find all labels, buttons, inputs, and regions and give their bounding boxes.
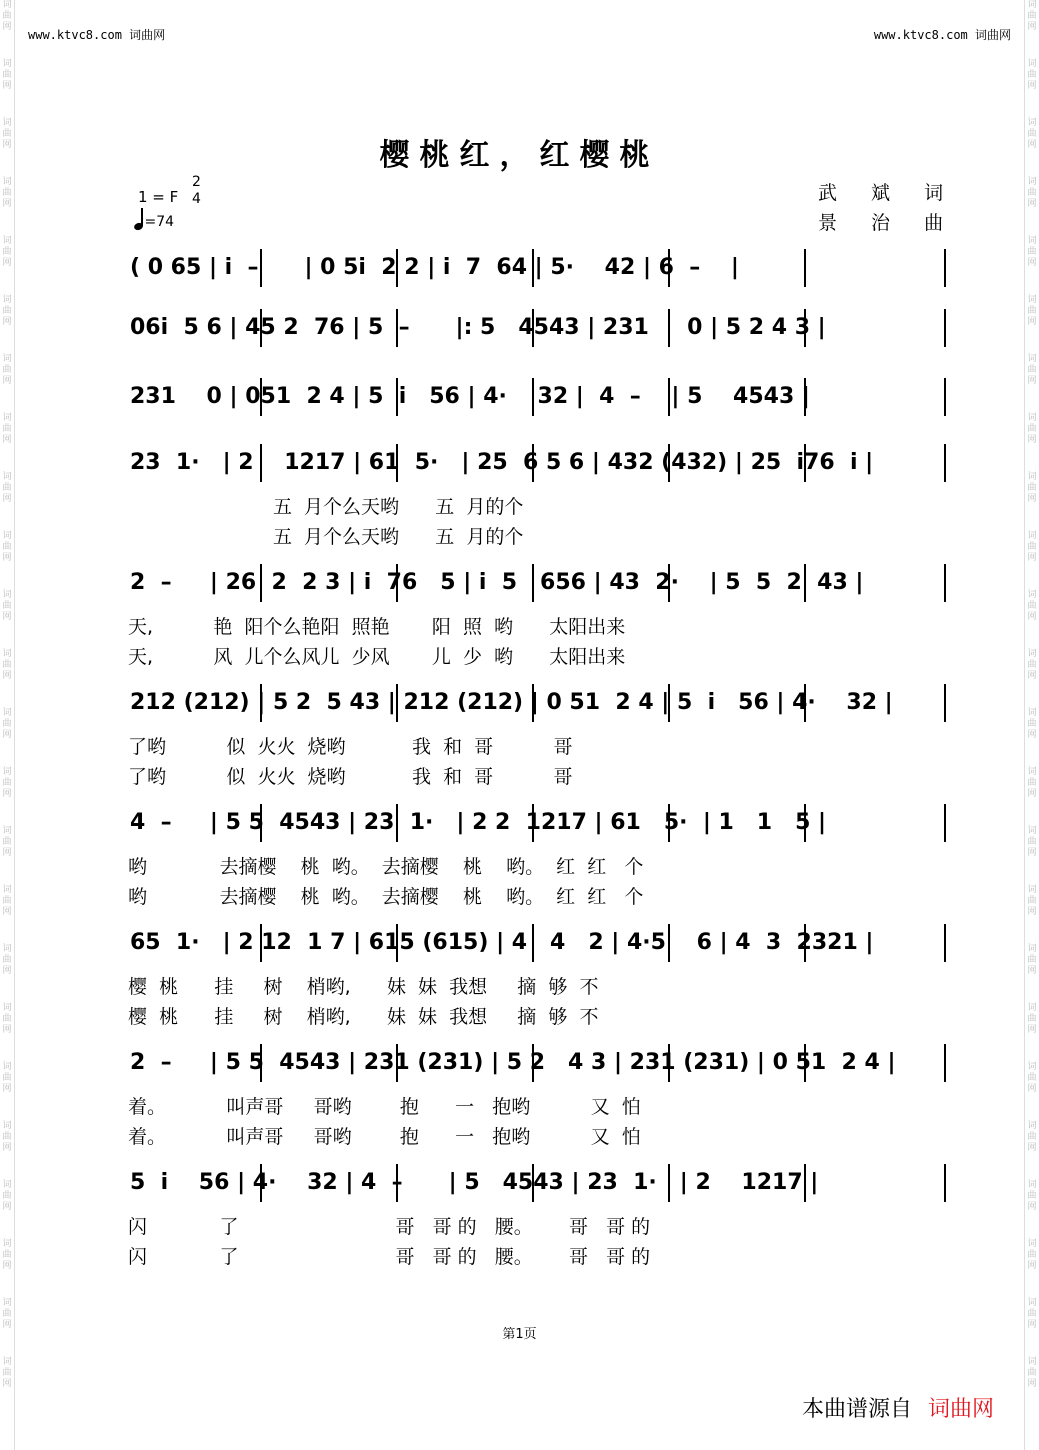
side-tag: 词曲网 [1027, 1239, 1037, 1271]
header-site-left[interactable]: www.ktvc8.com 词曲网 [28, 28, 166, 42]
side-tag: 词曲网 [1027, 354, 1037, 386]
side-tag: 词曲网 [2, 413, 12, 445]
page-number: 第1页 [502, 1327, 537, 1342]
notation-line: 06i 5 6 | 45 2 76 | 5 – |: 5 4543 | 231 0 | 5 2 4 3 | [130, 315, 826, 340]
side-tag: 词曲网 [2, 59, 12, 91]
side-tag: 词曲网 [2, 0, 12, 32]
side-tag: 词曲网 [2, 531, 12, 563]
side-tag: 词曲网 [2, 295, 12, 327]
key-signature: 1 = F [138, 188, 179, 206]
side-tag: 词曲网 [1027, 826, 1037, 858]
side-tag: 词曲网 [1027, 1121, 1037, 1153]
barline [944, 378, 946, 416]
left-watermark-strip [0, 0, 15, 1450]
side-tag: 词曲网 [1027, 649, 1037, 681]
side-tag: 词曲网 [1027, 531, 1037, 563]
side-tag: 词曲网 [1027, 885, 1037, 917]
composer: 景 治 曲 [818, 212, 958, 234]
song-title: 樱桃红，红樱桃 [379, 138, 660, 173]
barline [944, 564, 946, 602]
lyric-verse-1: 了哟 似 火火 烧哟 我 和 哥 哥 [128, 736, 573, 758]
meter-bottom: 4 [192, 191, 201, 207]
side-tag: 词曲网 [2, 1121, 12, 1153]
barline [944, 1044, 946, 1082]
barline [944, 444, 946, 482]
notation-line: 5 i 56 | 4· 32 | 4 – | 5 4543 | 23 1· | 2 1217 | [130, 1170, 819, 1195]
lyric-verse-1: 闪 了 哥 哥 的 腰。 哥 哥 的 [128, 1216, 651, 1238]
side-tag: 词曲网 [1027, 944, 1037, 976]
barline [944, 684, 946, 722]
side-tag: 词曲网 [1027, 767, 1037, 799]
meter-top: 2 [192, 174, 201, 190]
side-tag: 词曲网 [1027, 0, 1037, 32]
side-tag: 词曲网 [2, 1357, 12, 1389]
side-tag: 词曲网 [1027, 413, 1037, 445]
notation-line: 23 1· | 2 1217 | 61 5· | 25 6 5 6 | 432 (432) | 25 i76 i | [130, 450, 874, 475]
side-tag: 词曲网 [2, 708, 12, 740]
side-tag: 词曲网 [2, 1239, 12, 1271]
notation-line: 2 – | 5 5 4543 | 231 (231) | 5 2 4 3 | 231 (231) | 0 51 2 4 | [130, 1050, 896, 1075]
barline [944, 804, 946, 842]
side-tag: 词曲网 [1027, 708, 1037, 740]
source-prefix: 本曲谱源自 [801, 1397, 912, 1422]
notation-line: 65 1· | 2 12 1 7 | 615 (615) | 4 4 2 | 4·5 6 | 4 3 2321 | [130, 930, 874, 955]
side-tag: 词曲网 [1027, 1298, 1037, 1330]
barline [944, 249, 946, 287]
side-tag: 词曲网 [2, 472, 12, 504]
quarter-note-icon [133, 222, 144, 232]
side-tag: 词曲网 [1027, 59, 1037, 91]
barline [804, 249, 806, 287]
lyric-verse-2: 闪 了 哥 哥 的 腰。 哥 哥 的 [128, 1246, 651, 1268]
notation-line: 2 – | 26 2 2 3 | i 76 5 | i 5 656 | 43 2· | 5 5 2 43 | [130, 570, 864, 595]
lyric-verse-2: 五 月个么天哟 五 月的个 [128, 526, 524, 548]
side-tag: 词曲网 [2, 944, 12, 976]
side-tag: 词曲网 [2, 826, 12, 858]
barline [944, 1164, 946, 1202]
lyric-verse-2: 天, 风 儿个么风儿 少风 儿 少 哟 太阳出来 [128, 646, 626, 668]
tempo-value: =74 [144, 214, 175, 230]
header-site-right[interactable]: www.ktvc8.com 词曲网 [873, 28, 1011, 42]
side-tag: 词曲网 [1027, 118, 1037, 150]
side-tag: 词曲网 [2, 1003, 12, 1035]
notation-line: 4 – | 5 5 4543 | 23 1· | 2 2 1217 | 61 5· | 1 1 5 | [130, 810, 827, 835]
side-tag: 词曲网 [2, 590, 12, 622]
side-tag: 词曲网 [2, 1062, 12, 1094]
lyric-verse-1: 哟 去摘樱 桃 哟。 去摘樱 桃 哟。 红 红 个 [128, 856, 644, 878]
lyric-verse-1: 樱 桃 挂 树 梢哟, 妹 妹 我想 摘 够 不 [128, 976, 599, 998]
side-tag: 词曲网 [1027, 1180, 1037, 1212]
source-brand-link[interactable]: 词曲网 [927, 1397, 994, 1422]
side-tag: 词曲网 [2, 649, 12, 681]
side-tag: 词曲网 [1027, 295, 1037, 327]
barline [944, 309, 946, 347]
side-tag: 词曲网 [1027, 590, 1037, 622]
credits [818, 178, 957, 238]
side-tag: 词曲网 [2, 885, 12, 917]
right-watermark-strip [1024, 0, 1039, 1450]
lyric-verse-1: 五 月个么天哟 五 月的个 [128, 496, 524, 518]
lyric-verse-2: 哟 去摘樱 桃 哟。 去摘樱 桃 哟。 红 红 个 [128, 886, 644, 908]
source-credit [802, 1392, 994, 1423]
side-tag: 词曲网 [1027, 472, 1037, 504]
notation-line: 231 0 | 051 2 4 | 5 i 56 | 4· 32 | 4 – | 5 4543 | [130, 384, 810, 409]
lyric-verse-2: 着。 叫声哥 哥哟 抱 一 抱哟 又 怕 [128, 1126, 641, 1148]
side-tag: 词曲网 [1027, 1357, 1037, 1389]
time-signature [192, 174, 201, 208]
side-tag: 词曲网 [2, 118, 12, 150]
lyric-verse-1: 着。 叫声哥 哥哟 抱 一 抱哟 又 怕 [128, 1096, 641, 1118]
side-tag: 词曲网 [2, 767, 12, 799]
side-tag: 词曲网 [2, 1180, 12, 1212]
barline [944, 924, 946, 962]
lyric-verse-2: 樱 桃 挂 树 梢哟, 妹 妹 我想 摘 够 不 [128, 1006, 599, 1028]
tempo-marking [134, 208, 174, 230]
notation-line: ( 0 65 | i – | 0 5i 2 2 | i 7 64 | 5· 42 | 6 – | [130, 255, 739, 280]
side-tag: 词曲网 [1027, 236, 1037, 268]
lyric-verse-2: 了哟 似 火火 烧哟 我 和 哥 哥 [128, 766, 573, 788]
notation-line: 212 (212) | 5 2 5 43 | 212 (212) | 0 51 2 4 | 5 i 56 | 4· 32 | [130, 690, 893, 715]
side-tag: 词曲网 [1027, 177, 1037, 209]
side-tag: 词曲网 [2, 177, 12, 209]
side-tag: 词曲网 [1027, 1003, 1037, 1035]
side-tag: 词曲网 [2, 236, 12, 268]
side-tag: 词曲网 [1027, 1062, 1037, 1094]
lyric-verse-1: 天, 艳 阳个么艳阳 照艳 阳 照 哟 太阳出来 [128, 616, 626, 638]
side-tag: 词曲网 [2, 1298, 12, 1330]
lyricist: 武 斌 词 [818, 182, 958, 204]
side-tag: 词曲网 [2, 354, 12, 386]
